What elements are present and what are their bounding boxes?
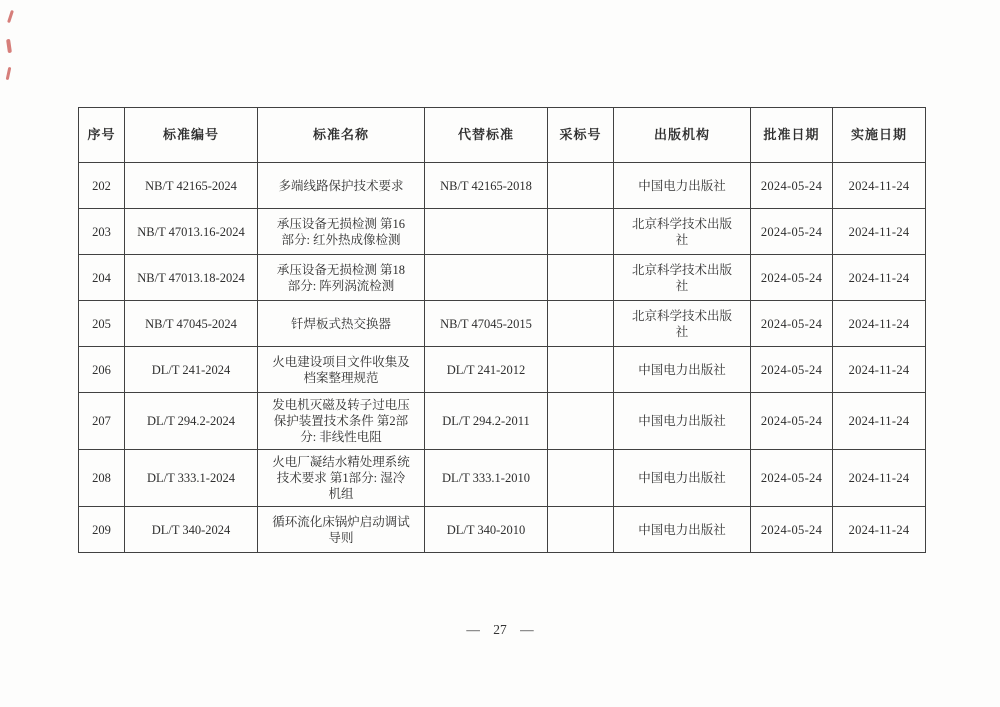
table-cell: 203 [79,209,125,255]
table-cell: 2024-05-24 [751,209,833,255]
table-row [79,450,926,507]
table-row [79,347,926,393]
table-cell: DL/T 294.2-2011 [425,393,548,450]
column-header: 序号 [79,108,125,163]
table-cell [548,255,614,301]
table-cell: 2024-05-24 [751,255,833,301]
table-cell: 207 [79,393,125,450]
table-cell: 2024-11-24 [833,209,926,255]
table-row [79,209,926,255]
red-mark [7,10,14,23]
table-row [79,507,926,553]
column-header: 采标号 [548,108,614,163]
table-cell: NB/T 47013.16-2024 [125,209,258,255]
table-cell: DL/T 340-2024 [125,507,258,553]
table-cell: DL/T 241-2024 [125,347,258,393]
page-number: — 27 — [466,622,534,637]
table-cell: 2024-11-24 [833,255,926,301]
table-cell: 2024-11-24 [833,347,926,393]
table-row [79,393,926,450]
table-cell: DL/T 340-2010 [425,507,548,553]
table-cell: DL/T 333.1-2024 [125,450,258,507]
table-cell: NB/T 47045-2024 [125,301,258,347]
column-header: 出版机构 [614,108,751,163]
table-cell: 北京科学技术出版社 [614,255,751,301]
table-cell [548,507,614,553]
red-annotation-marks [4,8,26,88]
table-cell: 2024-05-24 [751,507,833,553]
table-cell: 钎焊板式热交换器 [258,301,425,347]
column-header: 代替标准 [425,108,548,163]
table-cell: 209 [79,507,125,553]
table-cell: 204 [79,255,125,301]
table-cell: 2024-11-24 [833,163,926,209]
standards-table [78,107,926,553]
table-cell: 承压设备无损检测 第18部分: 阵列涡流检测 [258,255,425,301]
table-cell: NB/T 42165-2024 [125,163,258,209]
table-cell: 205 [79,301,125,347]
table-cell: 中国电力出版社 [614,393,751,450]
table-cell: 2024-05-24 [751,393,833,450]
table-cell: 发电机灭磁及转子过电压保护装置技术条件 第2部分: 非线性电阻 [258,393,425,450]
table-cell: 208 [79,450,125,507]
table-cell: NB/T 47013.18-2024 [125,255,258,301]
red-mark [6,67,12,80]
table-cell: 206 [79,347,125,393]
table-cell [425,209,548,255]
table-cell: 2024-11-24 [833,507,926,553]
table-cell: 多端线路保护技术要求 [258,163,425,209]
table-cell: 2024-05-24 [751,301,833,347]
table-cell: NB/T 47045-2015 [425,301,548,347]
table-cell [548,347,614,393]
table-row [79,163,926,209]
table-cell [548,393,614,450]
table-cell: 中国电力出版社 [614,347,751,393]
table-cell: 2024-11-24 [833,450,926,507]
table-cell: 北京科学技术出版社 [614,209,751,255]
table-cell: 中国电力出版社 [614,450,751,507]
table-cell [548,301,614,347]
table-cell: 202 [79,163,125,209]
table-cell: 承压设备无损检测 第16部分: 红外热成像检测 [258,209,425,255]
table-header [79,108,926,163]
table-cell: NB/T 42165-2018 [425,163,548,209]
header-row [79,108,926,163]
table-row [79,301,926,347]
table-cell: DL/T 294.2-2024 [125,393,258,450]
table-cell: DL/T 333.1-2010 [425,450,548,507]
column-header: 标准名称 [258,108,425,163]
table-cell [425,255,548,301]
table-cell: 北京科学技术出版社 [614,301,751,347]
table-cell: 2024-05-24 [751,347,833,393]
table-cell: 2024-11-24 [833,393,926,450]
table-body [79,163,926,553]
column-header: 实施日期 [833,108,926,163]
column-header: 标准编号 [125,108,258,163]
table-cell: DL/T 241-2012 [425,347,548,393]
table-cell: 2024-11-24 [833,301,926,347]
table-cell [548,209,614,255]
table-cell [548,163,614,209]
table-cell: 中国电力出版社 [614,507,751,553]
table-cell: 火电厂凝结水精处理系统技术要求 第1部分: 湿冷机组 [258,450,425,507]
table-row [79,255,926,301]
table-cell: 中国电力出版社 [614,163,751,209]
table-cell: 2024-05-24 [751,163,833,209]
table-cell: 循环流化床锅炉启动调试导则 [258,507,425,553]
red-mark [6,39,12,53]
table-cell: 2024-05-24 [751,450,833,507]
column-header: 批准日期 [751,108,833,163]
table-cell: 火电建设项目文件收集及档案整理规范 [258,347,425,393]
table-cell [548,450,614,507]
